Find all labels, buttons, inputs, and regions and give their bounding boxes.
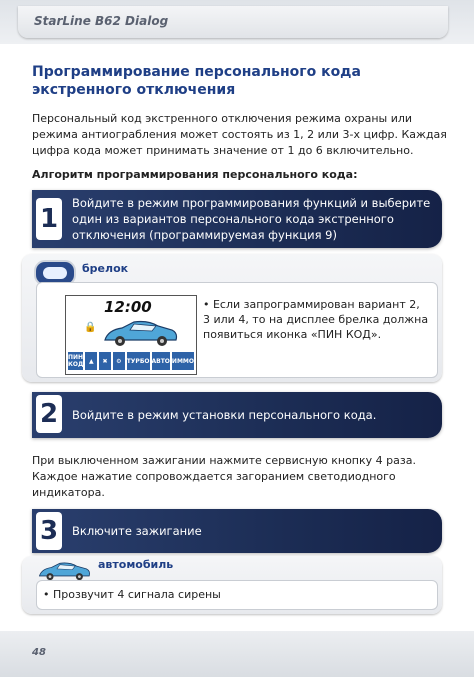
algorithm-heading: Алгоритм программирования персонального кода:	[32, 168, 358, 181]
header-bar	[0, 0, 474, 44]
step-1-banner	[32, 190, 442, 248]
step-2-text: Войдите в режим установки персонального кода.	[72, 408, 377, 422]
car-icon	[36, 560, 92, 582]
step-2-banner	[32, 392, 442, 438]
fob-panel-body	[36, 282, 438, 378]
footer-bar	[0, 631, 474, 677]
header-title: StarLine B62 Dialog	[34, 14, 169, 28]
car-panel-body	[36, 580, 438, 610]
fob-panel	[22, 254, 442, 382]
lock-icon: 🔒	[84, 322, 97, 333]
fob-display	[65, 295, 197, 375]
step-1-number: 1	[36, 198, 62, 240]
step-3-banner	[32, 509, 442, 553]
cross-icon: ✖	[99, 352, 111, 370]
step-2-number: 2	[36, 395, 62, 433]
section-title: Программирование персонального кода экстренного отключения	[32, 64, 361, 98]
gun-icon: ▲	[85, 352, 97, 370]
wrench-icon: ⚙	[113, 352, 125, 370]
car-panel	[22, 556, 442, 614]
step-3-text: Включите зажигание	[72, 524, 202, 538]
fob-display-time: 12:00	[104, 298, 152, 316]
auto-icon: АВТО	[152, 352, 170, 370]
fob-note: • Если запрограммирован вариант 2, 3 или 4, то на дисплее брелка должна появиться иконка «ПИН КОД».	[203, 298, 429, 341]
page-number: 48	[32, 647, 46, 658]
intro-paragraph: Персональный код экстренного отключения режима охраны или режима антиограбления может состоять из 1, 2 или 3-х цифр. Каждая цифра кода может принимать значение от 1 до 6 включительно.	[32, 112, 447, 157]
fob-mode-icons	[68, 352, 194, 370]
step-1-text: Войдите в режим программирования функций и выберите один из вариантов персонального кода экстренного отключения (программируемая функция 9)	[72, 196, 431, 242]
pin-code-icon: ПИН КОД	[68, 354, 84, 368]
car-icon	[100, 318, 180, 348]
service-button-paragraph: При выключенном зажигании нажмите сервисную кнопку 4 раза. Каждое нажатие сопровождается загоранием светодиодного индикатора.	[32, 454, 416, 499]
turbo-icon: ТУРБО	[127, 352, 150, 370]
car-label: автомобиль	[98, 558, 174, 571]
fob-label: брелок	[82, 262, 129, 275]
siren-note: • Прозвучит 4 сигнала сирены	[43, 588, 221, 601]
immo-icon: ИММО	[172, 352, 194, 370]
step-3-number: 3	[36, 512, 62, 550]
